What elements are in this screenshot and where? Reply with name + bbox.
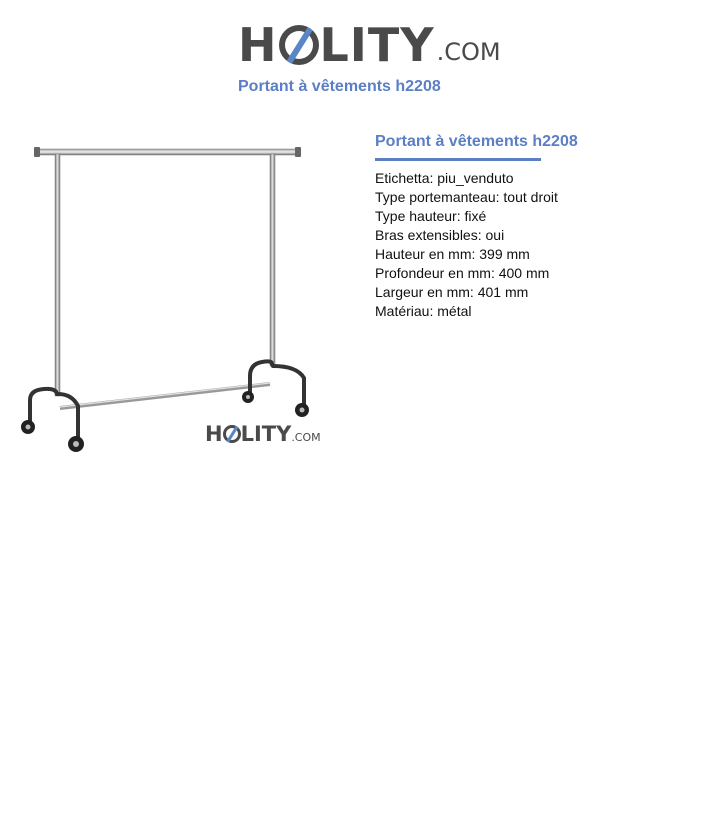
- spec-item: Profondeur en mm: 400 mm: [375, 265, 550, 281]
- spec-item: Hauteur en mm: 399 mm: [375, 246, 530, 262]
- logo-wordmark: H LITY: [238, 18, 435, 72]
- spec-item: Etichetta: piu_venduto: [375, 170, 514, 186]
- product-details: [375, 132, 695, 321]
- watermark-o-icon: [223, 425, 241, 443]
- title-underline: [375, 158, 541, 161]
- watermark-domain: .COM: [291, 431, 321, 444]
- watermark-wordmark: H LITY: [205, 422, 292, 446]
- clothes-rack-image: [12, 138, 322, 458]
- spec-item: Largeur en mm: 401 mm: [375, 284, 529, 300]
- site-logo[interactable]: [238, 12, 501, 72]
- spec-item: Bras extensibles: oui: [375, 227, 505, 243]
- spec-item: Type portemanteau: tout droit: [375, 189, 558, 205]
- page-title: Portant à vêtements h2208: [238, 78, 441, 95]
- image-watermark: [205, 424, 321, 445]
- spec-item: Matériau: métal: [375, 303, 472, 319]
- product-title: Portant à vêtements h2208: [375, 133, 578, 150]
- logo-o-icon: [279, 25, 319, 65]
- spec-item: Type hauteur: fixé: [375, 208, 487, 224]
- logo-domain: .COM: [436, 38, 501, 66]
- spec-list: [375, 169, 695, 321]
